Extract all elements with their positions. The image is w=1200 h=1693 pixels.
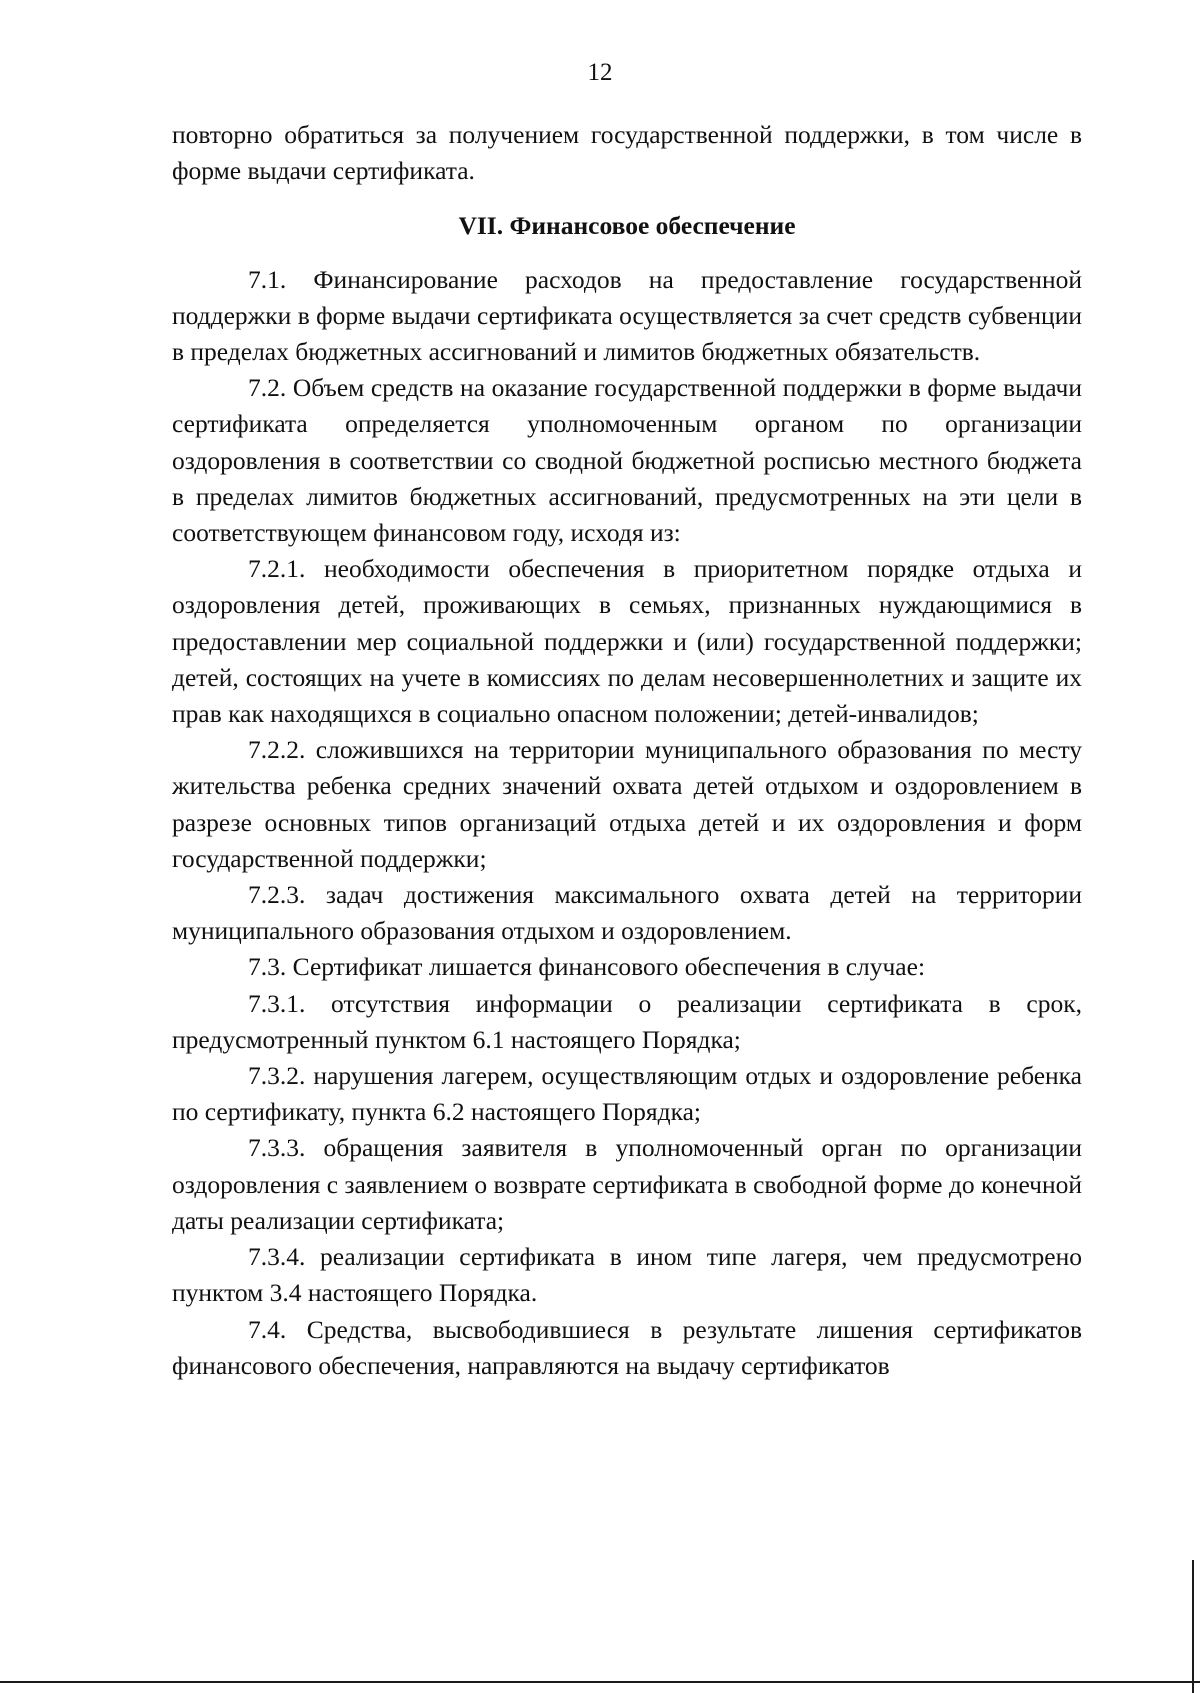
paragraph-7-3-3: 7.3.3. обращения заявителя в уполномоченный орган по организации оздоровления с заявлением о возврате сертификата в свободной форме до конечной даты реализации сертификата;: [172, 1133, 1082, 1235]
paragraph-7-2-2: 7.2.2. сложившихся на территории муниципального образования по месту жительства ребенка средних значений охвата детей отдыхом и оздоровлением в разрезе основных типов организаций отдыха детей и их оздоровления и форм государственной поддержки;: [172, 735, 1082, 873]
paragraph-7-3-1: 7.3.1. отсутствия информации о реализации сертификата в срок, предусмотренный пунктом 6.1 настоящего Порядка;: [172, 988, 1082, 1054]
paragraph-7-3-4: 7.3.4. реализации сертификата в ином типе лагеря, чем предусмотрено пунктом 3.4 настоящего Порядка.: [172, 1242, 1082, 1308]
paragraph-7-2: 7.2. Объем средств на оказание государственной поддержки в форме выдачи сертификата определяется уполномоченным органом по организации оздоровления в соответствии со сводной бюджетной росписью местного бюджета в пределах лимитов бюджетных ассигнований, предусмотренных на эти цели в соответствующем финансовом году, исходя из:: [172, 373, 1082, 548]
paragraph-7-3-2: 7.3.2. нарушения лагерем, осуществляющим отдых и оздоровление ребенка по сертификату, пункта 6.2 настоящего Порядка;: [172, 1061, 1082, 1127]
paragraph-7-2-3: 7.2.3. задач достижения максимального охвата детей на территории муниципального образования отдыхом и оздоровлением.: [172, 880, 1082, 946]
page-number: 12: [587, 59, 613, 86]
paragraph-7-4: 7.4. Средства, высвободившиеся в результате лишения сертификатов финансового обеспечения, направляются на выдачу сертификатов: [172, 1314, 1082, 1380]
section-heading: VII. Финансовое обеспечение: [458, 211, 796, 241]
document-body: [172, 117, 1082, 1384]
paragraph-7-1: 7.1. Финансирование расходов на предоставление государственной поддержки в форме выдачи сертификата осуществляется за счет средств субвенции в пределах бюджетных ассигнований и лимитов бюджетных обязательств.: [172, 264, 1082, 367]
paragraph-continuation: повторно обратиться за получением государственной поддержки, в том числе в форме выдачи сертификата.: [172, 120, 1082, 186]
scan-edge-bottom: [0, 1681, 1200, 1683]
paragraph-7-2-1: 7.2.1. необходимости обеспечения в приоритетном порядке отдыха и оздоровления детей, проживающих в семьях, признанных нуждающимися в предоставлении мер социальной поддержки и (или) государственной поддержки; детей, состоящих на учете в комиссиях по делам несовершеннолетних и защите их прав как находящихся в социально опасном положении; детей-инвалидов;: [172, 554, 1082, 729]
scan-edge-right: [1192, 1560, 1194, 1693]
paragraph-7-3: 7.3. Сертификат лишается финансового обеспечения в случае:: [248, 952, 926, 982]
